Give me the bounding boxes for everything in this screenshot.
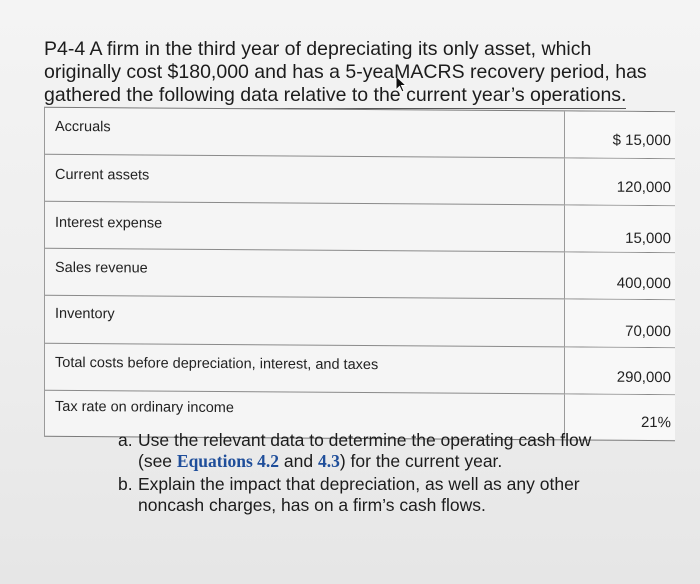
row-label: Accruals — [55, 118, 111, 136]
table-row — [45, 344, 675, 395]
data-table — [44, 107, 675, 441]
questions — [118, 430, 678, 518]
question-a-line-1: Use the relevant data to determine the operating cash flow — [138, 430, 592, 450]
row-value: 15,000 — [625, 229, 671, 248]
table-row — [45, 202, 675, 253]
row-value: 70,000 — [625, 322, 671, 341]
table-row — [45, 296, 675, 348]
row-label: Tax rate on ordinary income — [55, 398, 234, 417]
question-b-line-2: noncash charges, has on a firm’s cash flows. — [138, 495, 486, 515]
row-label: Interest expense — [55, 214, 163, 232]
row-label: Total costs before depreciation, interest, and taxes — [55, 354, 379, 374]
table-row — [45, 155, 675, 206]
question-text: ) for the current year. — [339, 451, 503, 471]
question-text: (see — [138, 451, 177, 471]
row-value: 120,000 — [616, 178, 671, 197]
problem-line-1: P4-4 A firm in the third year of depreciating its only asset, which — [44, 38, 592, 60]
table-row — [45, 108, 675, 159]
row-value: $ 15,000 — [612, 131, 671, 150]
table-row — [45, 249, 675, 300]
problem-line-3: gathered the following data relative to the current year’s operations. — [44, 84, 626, 109]
question-letter: b. — [118, 474, 133, 494]
equation-link[interactable]: 4.3 — [317, 451, 340, 471]
problem-line-2-part-1: originally cost $180,000 and has a 5-yea — [44, 61, 395, 83]
problem-line-2 — [44, 61, 684, 84]
row-label: Inventory — [55, 305, 115, 323]
row-label: Sales revenue — [55, 259, 148, 277]
problem-line-2-part-2: MACRS recovery period, has — [394, 61, 647, 83]
row-value: 290,000 — [616, 368, 671, 387]
problem-statement — [44, 38, 684, 109]
question-a — [118, 430, 678, 472]
row-label: Current assets — [55, 166, 150, 184]
row-value: 21% — [640, 413, 671, 432]
equation-link[interactable]: Equations 4.2 — [176, 451, 280, 471]
question-letter: a. — [118, 430, 133, 450]
question-b — [118, 474, 678, 516]
question-a-line-2 — [138, 451, 678, 472]
question-text: and — [279, 451, 318, 471]
row-value: 400,000 — [616, 274, 671, 293]
question-b-line-1: Explain the impact that depreciation, as well as any other — [138, 474, 580, 494]
